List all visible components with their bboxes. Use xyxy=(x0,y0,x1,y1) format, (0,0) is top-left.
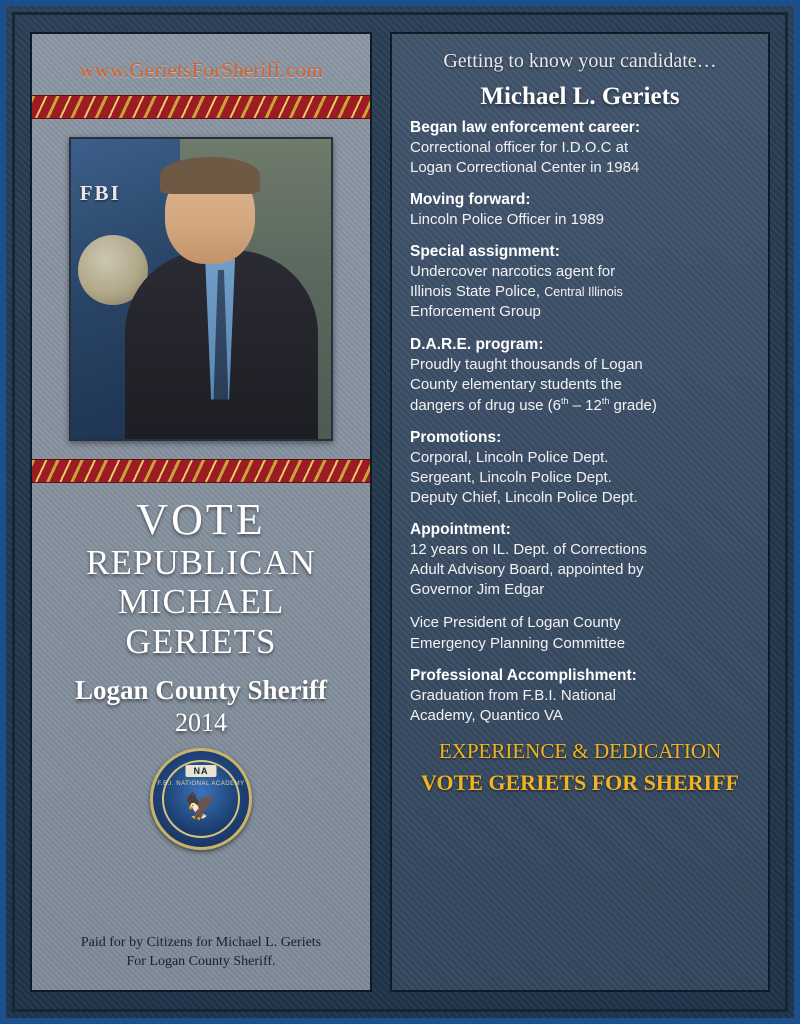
vote-line-party: REPUBLICAN xyxy=(86,543,316,583)
vote-line-lastname: GERIETS xyxy=(125,621,277,661)
section-line-small: Enforcement Group xyxy=(410,303,541,321)
section-line-main: Illinois State Police, xyxy=(410,283,541,301)
portrait-image xyxy=(71,139,331,439)
section-line: Emergency Planning Committee xyxy=(410,634,626,652)
section-heading: Appointment: xyxy=(410,521,511,539)
election-year: 2014 xyxy=(175,707,227,737)
left-panel xyxy=(30,32,372,992)
vote-line-firstname: MICHAEL xyxy=(117,582,285,622)
section-line: Proudly taught thousands of Logan xyxy=(410,355,643,373)
seal-banner-label: NA xyxy=(186,765,217,777)
paid-for-disclaimer xyxy=(63,934,339,972)
bio-section-special-assignment xyxy=(410,243,750,322)
call-to-action: VOTE GERIETS FOR SHERIFF xyxy=(420,769,739,795)
candidate-portrait xyxy=(69,137,333,441)
campaign-website-link[interactable]: www.GerietsForSheriff.com xyxy=(79,58,323,82)
intro-heading: Getting to know your candidate… xyxy=(443,50,717,72)
section-line: Undercover narcotics agent for xyxy=(410,263,616,281)
vote-word: VOTE xyxy=(136,495,266,544)
section-line: Logan Correctional Center in 1984 xyxy=(410,159,640,177)
right-panel xyxy=(390,32,770,992)
portrait-subject xyxy=(139,157,305,439)
section-line: Lincoln Police Officer in 1989 xyxy=(410,211,605,229)
section-heading: Professional Accomplishment: xyxy=(410,666,637,684)
section-heading: Began law enforcement career: xyxy=(410,119,641,136)
section-line-small: Central Illinois xyxy=(544,285,623,300)
paid-for-line-2: For Logan County Sheriff. xyxy=(126,954,276,970)
section-heading: Moving forward: xyxy=(410,191,531,209)
vote-block xyxy=(86,497,316,661)
section-line: Correctional officer for I.D.O.C at xyxy=(410,139,629,156)
bio-section-career xyxy=(410,119,750,178)
section-line: Vice President of Logan County xyxy=(410,614,621,632)
section-line: Academy, Quantico VA xyxy=(410,706,563,724)
section-line xyxy=(410,282,750,302)
bio-section-dare xyxy=(410,336,750,416)
decorative-stripe-top xyxy=(32,95,370,119)
seal-ring-label: F.B.I. NATIONAL ACADEMY xyxy=(157,780,245,787)
section-line: Graduation from F.B.I. National xyxy=(410,686,616,704)
bio-section-vice-president xyxy=(410,613,750,653)
section-heading: Promotions: xyxy=(410,428,502,446)
bio-section-promotions xyxy=(410,429,750,508)
decorative-stripe-bottom xyxy=(32,459,370,483)
flyer-columns xyxy=(20,20,780,1004)
tagline: EXPERIENCE & DEDICATION xyxy=(438,738,722,763)
section-line: Corporal, Lincoln Police Dept. xyxy=(410,448,609,466)
portrait-hair xyxy=(160,157,260,194)
section-heading: Special assignment: xyxy=(410,243,560,261)
eagle-icon: 🦅 xyxy=(184,790,218,821)
office-title: Logan County Sheriff xyxy=(74,674,328,705)
section-line: Sergeant, Lincoln Police Dept. xyxy=(410,468,612,486)
bio-section-moving-forward xyxy=(410,191,750,230)
bio-section-accomplishment xyxy=(410,667,750,726)
section-line: County elementary students the xyxy=(410,375,622,393)
section-line: Adult Advisory Board, appointed by xyxy=(410,561,644,579)
paid-for-line-1: Paid for by Citizens for Michael L. Geriets xyxy=(80,935,322,951)
section-line-grades: dangers of drug use (6th – 12th grade) xyxy=(410,395,657,414)
section-line: Deputy Chief, Lincoln Police Dept. xyxy=(410,489,638,507)
bio-section-appointment xyxy=(410,521,750,600)
fbi-national-academy-seal-icon xyxy=(150,748,252,850)
candidate-name: Michael L. Geriets xyxy=(480,83,680,110)
section-heading: D.A.R.E. program: xyxy=(410,335,544,353)
section-line: Governor Jim Edgar xyxy=(410,581,545,599)
section-line: 12 years on IL. Dept. of Corrections xyxy=(410,541,647,559)
fbi-flag-label: FBI xyxy=(79,181,121,205)
